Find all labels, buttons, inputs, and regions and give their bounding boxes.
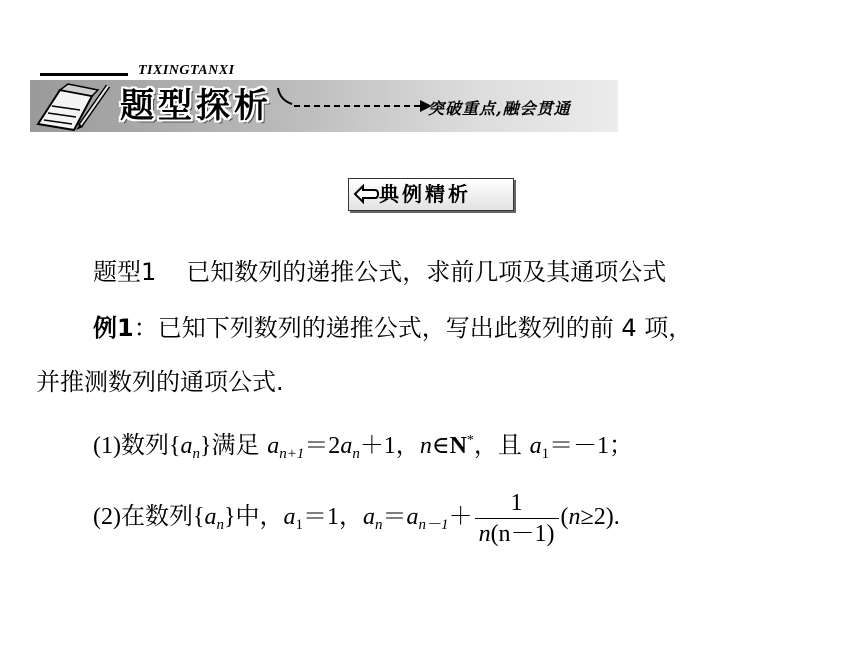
denominator-rest: (n－1)	[490, 521, 555, 548]
var-a: a	[340, 433, 353, 459]
plus-sign: ＋	[448, 504, 473, 530]
sub-n: n	[375, 517, 383, 533]
section-label	[348, 178, 514, 211]
brace-open: {	[168, 433, 181, 459]
topic-line	[93, 257, 666, 287]
book-pen-icon	[30, 80, 120, 132]
item-2-number: (2)	[93, 504, 121, 530]
item-2-text-2: 中，	[235, 502, 284, 530]
superscript-star: *	[466, 433, 474, 448]
example-label: 例1	[93, 314, 134, 342]
paren-open: (	[560, 504, 569, 530]
sub-1: 1	[295, 517, 304, 533]
sub-1: 1	[541, 446, 550, 462]
var-a: a	[267, 433, 280, 459]
sub-n: n	[216, 517, 225, 533]
var-n: n	[478, 521, 491, 548]
topic-label: 题型1	[93, 258, 157, 286]
fraction	[475, 488, 559, 550]
item-1-number: (1)	[93, 433, 121, 459]
banner-rule	[40, 73, 128, 76]
item-2-text: 在数列	[120, 502, 193, 530]
equals-sign: ＝	[382, 504, 407, 530]
banner	[30, 80, 618, 132]
arrow-divider-icon	[274, 86, 434, 112]
var-a: a	[406, 504, 419, 530]
example-text-2: 并推测数列的通项公式.	[36, 368, 284, 396]
sub-n-minus-1: n－1	[418, 517, 449, 533]
brace-close: }	[224, 504, 236, 530]
banner-title: 题型探析	[120, 86, 272, 126]
equals-2: ＝2	[304, 433, 341, 459]
condition-rest: ≥2).	[580, 504, 620, 530]
example-text-1: ：已知下列数列的递推公式，写出此数列的前 4 项，	[133, 314, 693, 342]
item-1-text-2: 满足	[211, 431, 268, 459]
brace-close: }	[200, 433, 212, 459]
var-a: a	[180, 433, 193, 459]
natural-numbers-symbol: N	[449, 433, 467, 459]
var-a: a	[529, 433, 542, 459]
a1-value: ＝1，	[303, 504, 364, 530]
sub-n: n	[352, 446, 360, 462]
arrow-hand-icon	[353, 183, 379, 205]
fraction-numerator: 1	[510, 489, 523, 516]
topic-title: 已知数列的递推公式，求前几项及其通项公式	[186, 258, 667, 286]
item-1-text: 数列	[120, 431, 169, 459]
var-n: n	[419, 433, 432, 459]
section-label-text: 典例精析	[379, 182, 471, 206]
var-n: n	[568, 504, 581, 530]
brace-open: {	[192, 504, 205, 530]
element-of-symbol: ∈	[431, 433, 450, 459]
sub-n: n	[192, 446, 201, 462]
banner-pinyin: TIXINGTANXI	[138, 63, 235, 78]
item-2	[93, 484, 620, 557]
example-line-1	[93, 313, 692, 343]
item-1	[93, 426, 633, 469]
a1-value: ＝－1；	[549, 433, 634, 459]
var-a: a	[363, 504, 376, 530]
plus-1: ＋1，	[359, 433, 420, 459]
var-a: a	[283, 504, 296, 530]
sub-n-plus-1: n+1	[279, 446, 305, 462]
example-line-2	[36, 367, 284, 397]
item-1-text-3: ，且	[473, 431, 530, 459]
fraction-denominator	[475, 519, 559, 549]
banner-slogan: 突破重点,融会贯通	[428, 99, 571, 118]
var-a: a	[204, 504, 217, 530]
